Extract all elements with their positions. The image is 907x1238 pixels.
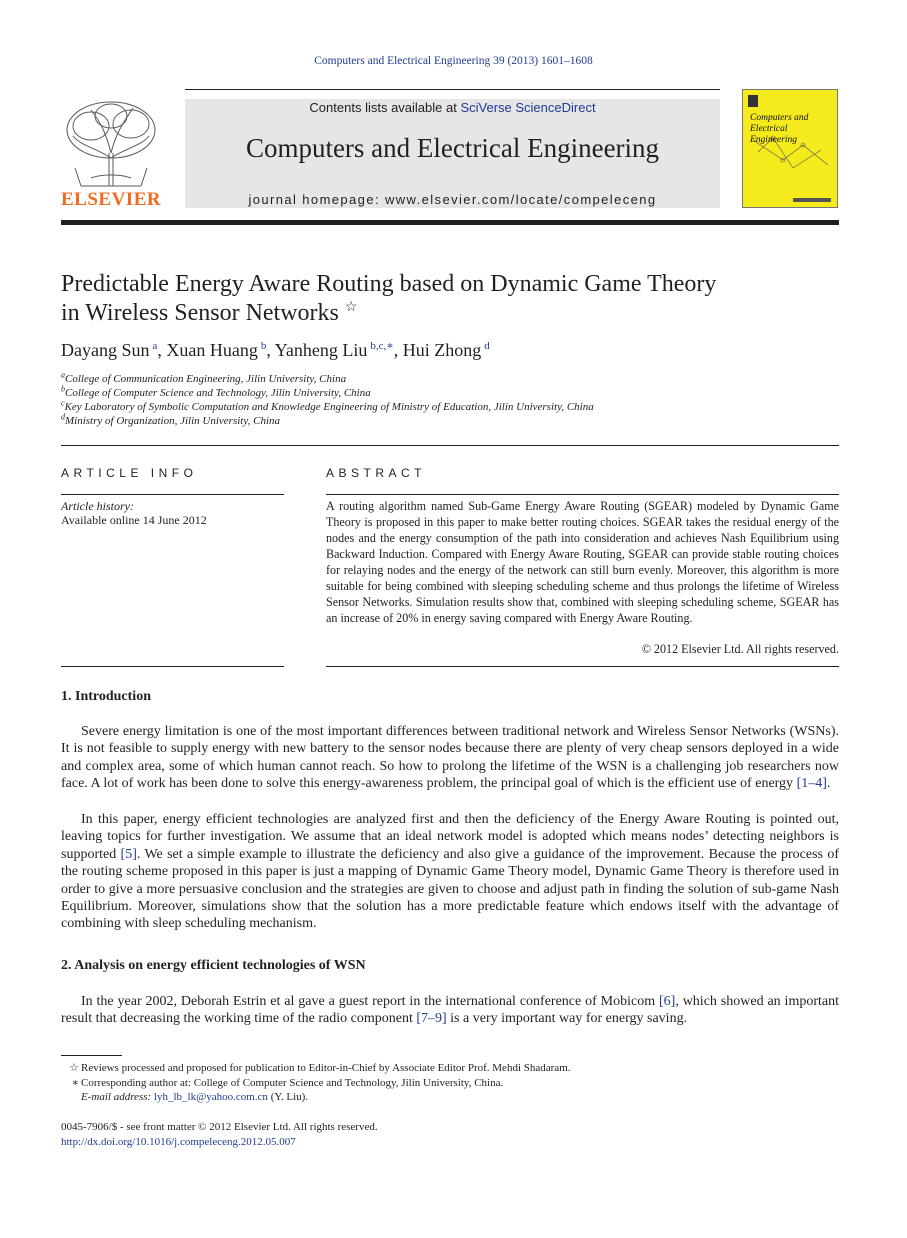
paragraph-text: Severe energy limitation is one of the most important differences between traditional network and Wireless Sensor Networks (WSNs). It is not feasible to supply energy with new battery to the sensor nodes because there are plenty of very cheap sensors deployed in a wide and complex area, some of which human cannot reach. So how to prolong the lifetime of the WSN is a challenging job researchers now face. A lot of work has been done to solve this energy-awareness problem, the principal goal of which is the efficient use of energy [61, 724, 839, 792]
journal-citation[interactable]: Computers and Electrical Engineering 39 (2013) 1601–1608 [314, 55, 593, 67]
article-info-heading: ARTICLE INFO [61, 466, 198, 480]
footnote-review [61, 1061, 570, 1074]
header-top-rule [185, 89, 720, 90]
affiliation-mark: d [61, 412, 65, 422]
affiliation-d [61, 412, 281, 427]
paragraph-text: . We set a simple example to illustrate the deficiency and also give a guidance of the improvement. Because the process of the routing scheme proposed in this paper is just a mapping of Dynamic Game Theory model, Dynamic Game Theory is therefore used in order to give a more persuasive conclusion and the strategies are given to choose and adjust path in finding the solution of sub-game Nash Equilibrium. Moreover, simulations show that the solution has a more predictable feature which endows itself with the advantage of combining with sleep scheduling mechanism. [61, 846, 839, 932]
journal-cover-thumbnail [742, 89, 838, 208]
reference-link[interactable]: [6] [658, 994, 676, 1009]
author-affiliation-mark[interactable]: a [152, 340, 158, 352]
paragraph-text: In the year 2002, Deborah Estrin et al gave a guest report in the international conference of Mobicom [81, 994, 659, 1009]
elsevier-wordmark: ELSEVIER [61, 189, 162, 210]
author-list [61, 340, 841, 361]
affiliation-mark: b [61, 384, 65, 394]
abstract-copyright: © 2012 Elsevier Ltd. All rights reserved. [641, 642, 839, 656]
affiliation-text: College of Computer Science and Technology, Jilin University, China [65, 387, 371, 399]
section-1-heading: 1. Introduction [61, 689, 151, 704]
affiliation-text: Key Laboratory of Symbolic Computation and Knowledge Engineering of Ministry of Education, Jilin University, China [64, 401, 594, 413]
author: Dayang Sun [61, 340, 150, 360]
section-2-paragraph-1 [61, 993, 839, 1028]
author-affiliation-mark[interactable]: b,c,∗ [370, 340, 394, 352]
email-suffix: (Y. Liu). [267, 1091, 309, 1103]
footnote-corresponding [61, 1076, 503, 1089]
affiliation-text: Ministry of Organization, Jilin University, China [65, 415, 281, 427]
author-separator: , [157, 340, 167, 360]
footnote-text: Reviews processed and proposed for publication to Editor-in-Chief by Associate Editor Prof. Mehdi Shadaram. [81, 1062, 571, 1074]
journal-name: Computers and Electrical Engineering [245, 133, 660, 163]
author-separator: , [393, 340, 403, 360]
article-title [61, 270, 821, 328]
footnote-mark: ∗ [71, 1077, 79, 1089]
affiliation-a [61, 370, 347, 385]
footnote-mark: ☆ [69, 1062, 79, 1074]
footnote-rule [61, 1055, 122, 1056]
affiliation-mark: a [61, 370, 65, 380]
author-affiliation-mark[interactable]: b [260, 340, 267, 352]
title-line-2-text: in Wireless Sensor Networks [61, 300, 339, 326]
article-info-bottom-rule [61, 666, 284, 667]
intro-paragraph-2 [61, 811, 839, 933]
reference-link[interactable]: [5] [120, 846, 137, 862]
title-line-1: Predictable Energy Aware Routing based on Dynamic Game Theory [61, 271, 717, 297]
footnote-email [81, 1091, 308, 1103]
doi-link[interactable]: http://dx.doi.org/10.1016/j.compeleceng.2012.05.007 [61, 1136, 296, 1148]
author: Hui Zhong [402, 340, 482, 360]
author-affiliation-mark[interactable]: d [484, 340, 490, 352]
paragraph-text: In this paper, energy efficient technologies are analyzed first and then the deficiency of the Energy Aware Routing is pointed out, leaving topics for further investigation. We assume that an ideal network model is adopted which means nodes’ detecting neighbors is supported [61, 812, 839, 862]
section-2-heading: 2. Analysis on energy efficient technologies of WSN [61, 958, 366, 973]
abstract-rule [326, 494, 839, 495]
contents-prefix: Contents lists available at [309, 100, 461, 115]
paragraph-text: , which showed an important result that decreasing the working time of the radio component [61, 994, 839, 1027]
intro-paragraph-1 [61, 723, 839, 793]
journal-homepage[interactable]: journal homepage: www.elsevier.com/locate/compeleceng [248, 192, 657, 207]
history-value: Available online 14 June 2012 [61, 513, 207, 527]
affiliation-c [61, 398, 594, 413]
title-footnote-mark[interactable]: ☆ [344, 300, 358, 315]
header-thick-rule [61, 220, 839, 225]
article-info-rule [61, 494, 284, 495]
email-label: E-mail address: [81, 1091, 152, 1103]
sciencedirect-link[interactable]: SciVerse ScienceDirect [460, 100, 596, 115]
affiliation-text: College of Communication Engineering, Jilin University, China [65, 373, 347, 385]
footnote-text: Corresponding author at: College of Computer Science and Technology, Jilin University, China. [81, 1077, 504, 1089]
affiliation-mark: c [61, 398, 65, 408]
contents-line [185, 100, 720, 115]
email-link[interactable]: lyh_lb_lk@yahoo.com.cn [153, 1091, 268, 1103]
reference-link[interactable]: [7–9] [416, 1011, 447, 1027]
cover-title: Computers and Electrical Engineering [750, 113, 809, 145]
author: Xuan Huang [166, 340, 258, 360]
paragraph-text: is a very important way for energy saving. [446, 1011, 688, 1027]
author-separator: , [266, 340, 275, 360]
affiliation-rule [61, 445, 839, 446]
reference-link[interactable]: [1–4] [796, 776, 827, 792]
abstract-text: A routing algorithm named Sub-Game Energy Aware Routing (SGEAR) modeled by Dynamic Game Theory is proposed in this paper to make better routing choices. SGEAR takes the residual energy of the nodes and the energy consumption of the path into consideration and achieves Nash Equilibrium using Backward Induction. Compared with Energy Aware Routing, SGEAR can provide stable routing choices for relaying nodes and the energy of the network can still burn evenly. Moreover, this algorithm is more suitable for being combined with sleeping scheduling scheme and thus prolongs the lifetime of Wireless Sensor Networks. Simulation results show that, combined with sleeping scheduling scheme, SGEAR has an increase of 20% in energy saving compared with Energy Aware Routing. [326, 499, 839, 625]
paragraph-text: . [826, 776, 831, 792]
title-line-2 [61, 299, 821, 328]
history-label: Article history: [61, 499, 134, 513]
affiliation-b [61, 384, 371, 399]
abstract-heading: ABSTRACT [326, 466, 427, 480]
abstract-bottom-rule [326, 666, 839, 667]
issn-line: 0045-7906/$ - see front matter © 2012 Elsevier Ltd. All rights reserved. [61, 1121, 378, 1133]
author: Yanheng Liu [274, 340, 368, 360]
